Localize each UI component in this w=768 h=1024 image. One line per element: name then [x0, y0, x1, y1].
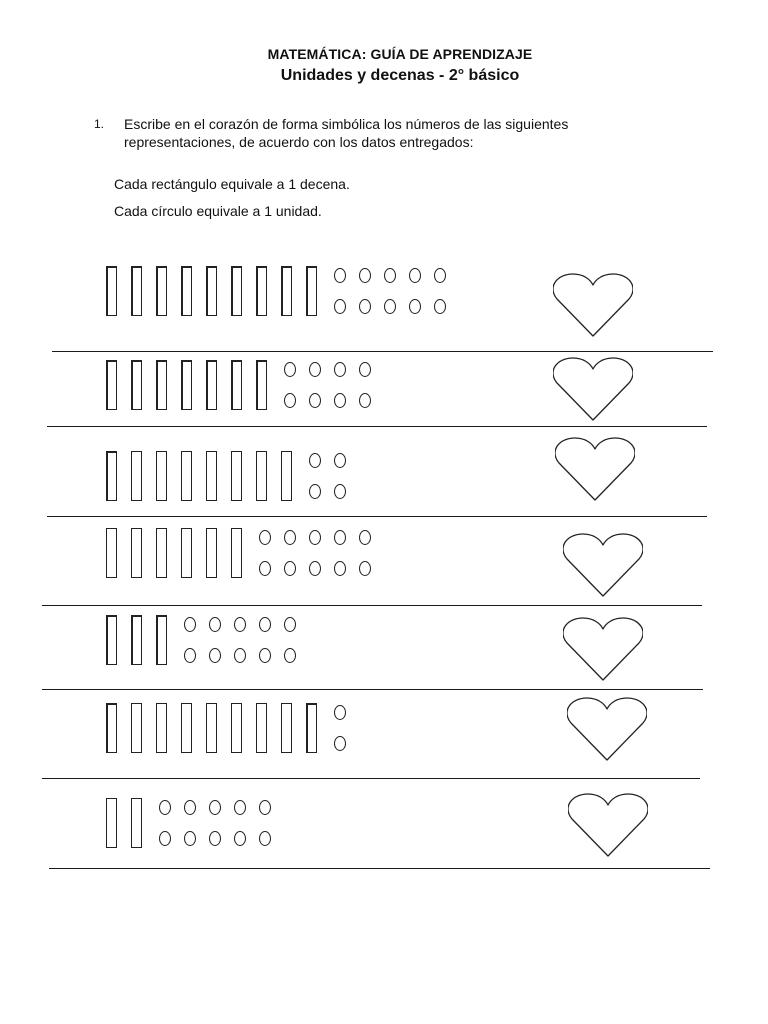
ten-rectangle [156, 266, 167, 316]
row-divider [47, 516, 707, 517]
unit-circle [359, 268, 371, 283]
ten-rectangle [156, 703, 167, 753]
ten-rectangle [156, 615, 167, 665]
unit-circle [209, 648, 221, 663]
ten-rectangle [156, 451, 167, 501]
unit-circle [334, 393, 346, 408]
row-divider [49, 868, 710, 869]
unit-circle [184, 800, 196, 815]
ten-rectangle [131, 528, 142, 578]
row-divider [42, 778, 700, 779]
ten-rectangle [106, 451, 117, 501]
unit-circle [359, 530, 371, 545]
heart-icon[interactable] [568, 793, 648, 857]
ten-rectangle [231, 451, 242, 501]
unit-circle [334, 299, 346, 314]
heart-icon[interactable] [563, 617, 643, 681]
unit-circle [384, 299, 396, 314]
ten-rectangle [131, 703, 142, 753]
unit-circle [184, 831, 196, 846]
ten-rectangle [131, 266, 142, 316]
ten-rectangle [281, 266, 292, 316]
unit-circle [359, 561, 371, 576]
unit-circle [259, 561, 271, 576]
ten-rectangle [181, 528, 192, 578]
row-divider [42, 689, 703, 690]
heart-icon[interactable] [555, 437, 635, 501]
ten-rectangle [156, 360, 167, 410]
ten-rectangle [181, 360, 192, 410]
ten-rectangle [181, 451, 192, 501]
unit-circle [309, 561, 321, 576]
ten-rectangle [231, 266, 242, 316]
ten-rectangle [181, 703, 192, 753]
unit-circle [309, 393, 321, 408]
unit-circle [234, 648, 246, 663]
ten-rectangle [106, 360, 117, 410]
note-unidad: Cada círculo equivale a 1 unidad. [114, 203, 322, 219]
ten-rectangle [206, 451, 217, 501]
unit-circle [209, 617, 221, 632]
unit-circle [284, 362, 296, 377]
instruction-text-line-1: Escribe en el corazón de forma simbólica los números de las siguientes [124, 116, 569, 132]
ten-rectangle [231, 360, 242, 410]
ten-rectangle [206, 528, 217, 578]
row-divider [52, 351, 713, 352]
heart-icon[interactable] [567, 697, 647, 761]
unit-circle [209, 800, 221, 815]
ten-rectangle [106, 528, 117, 578]
heart-icon[interactable] [563, 533, 643, 597]
heart-icon[interactable] [553, 273, 633, 337]
unit-circle [334, 530, 346, 545]
unit-circle [284, 561, 296, 576]
worksheet-title: MATEMÁTICA: GUÍA DE APRENDIZAJE [267, 46, 533, 62]
ten-rectangle [206, 266, 217, 316]
unit-circle [334, 561, 346, 576]
ten-rectangle [131, 360, 142, 410]
unit-circle [334, 362, 346, 377]
ten-rectangle [131, 798, 142, 848]
unit-circle [234, 800, 246, 815]
ten-rectangle [281, 703, 292, 753]
ten-rectangle [206, 360, 217, 410]
unit-circle [309, 453, 321, 468]
unit-circle [334, 484, 346, 499]
ten-rectangle [131, 615, 142, 665]
unit-circle [209, 831, 221, 846]
ten-rectangle [256, 451, 267, 501]
heart-icon[interactable] [553, 357, 633, 421]
ten-rectangle [106, 703, 117, 753]
instruction-number: 1. [94, 117, 105, 131]
ten-rectangle [106, 615, 117, 665]
unit-circle [409, 299, 421, 314]
ten-rectangle [106, 798, 117, 848]
unit-circle [359, 362, 371, 377]
ten-rectangle [256, 360, 267, 410]
ten-rectangle [106, 266, 117, 316]
ten-rectangle [181, 266, 192, 316]
unit-circle [259, 530, 271, 545]
unit-circle [284, 617, 296, 632]
unit-circle [159, 800, 171, 815]
instruction-text-line-2: representaciones, de acuerdo con los datos entregados: [124, 134, 474, 150]
unit-circle [359, 299, 371, 314]
ten-rectangle [306, 703, 317, 753]
unit-circle [284, 648, 296, 663]
unit-circle [259, 648, 271, 663]
ten-rectangle [256, 266, 267, 316]
unit-circle [334, 736, 346, 751]
unit-circle [259, 800, 271, 815]
unit-circle [284, 530, 296, 545]
row-divider [47, 426, 707, 427]
unit-circle [234, 617, 246, 632]
unit-circle [309, 362, 321, 377]
ten-rectangle [206, 703, 217, 753]
ten-rectangle [156, 528, 167, 578]
ten-rectangle [131, 451, 142, 501]
unit-circle [434, 299, 446, 314]
ten-rectangle [231, 528, 242, 578]
worksheet-subtitle: Unidades y decenas - 2° básico [280, 67, 520, 84]
unit-circle [384, 268, 396, 283]
instruction [94, 115, 654, 151]
unit-circle [334, 453, 346, 468]
ten-rectangle [281, 451, 292, 501]
unit-circle [234, 831, 246, 846]
unit-circle [284, 393, 296, 408]
unit-circle [259, 617, 271, 632]
note-decena: Cada rectángulo equivale a 1 decena. [114, 176, 350, 192]
unit-circle [334, 705, 346, 720]
unit-circle [309, 530, 321, 545]
ten-rectangle [231, 703, 242, 753]
unit-circle [184, 648, 196, 663]
unit-circle [409, 268, 421, 283]
ten-rectangle [306, 266, 317, 316]
unit-circle [359, 393, 371, 408]
unit-circle [259, 831, 271, 846]
unit-circle [184, 617, 196, 632]
unit-circle [159, 831, 171, 846]
row-divider [42, 605, 702, 606]
ten-rectangle [256, 703, 267, 753]
unit-circle [334, 268, 346, 283]
unit-circle [309, 484, 321, 499]
unit-circle [434, 268, 446, 283]
